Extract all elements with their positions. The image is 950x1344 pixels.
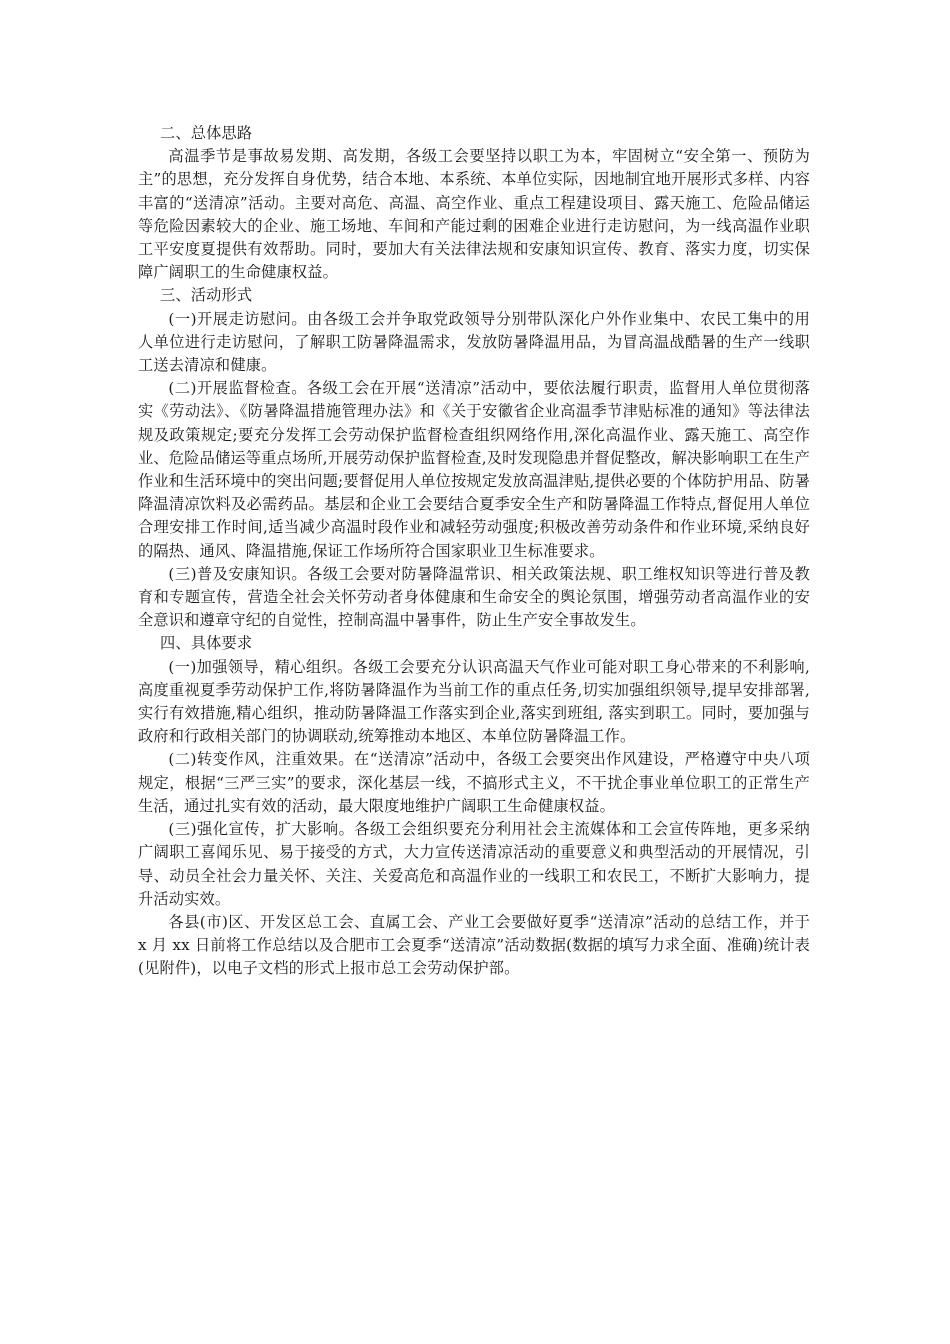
paragraph-inspection: (二)开展监督检查。各级工会在开展“送清凉”活动中，要依法履行职责，监督用人单位贯彻落实《劳动法》、《防暑降温措施管理办法》和《关于安徽省企业高温季节津贴标准的通知》等法律法规及政策规定;要充分发挥工会劳动保护监督检查组织网络作用,深化高温作业、露天施工、高空作业、危险品储运等重点场所,开展劳动保护监督检查,及时发现隐患并督促整改，解决影响职工在生产作业和生活环境中的突出问题;要督促用人单位按规定发放高温津贴,提供必要的个体防护用品、防暑降温清凉饮料及必需药品。基层和企业工会要结合夏季安全生产和防暑降温工作特点,督促用人单位合理安排工作时间,适当减少高温时段作业和减轻劳动强度;积极改善劳动条件和作业环境,采纳良好的隔热、通风、降温措施,保证工作场所符合国家职业卫生标准要求。 <box>138 379 811 560</box>
paragraph-publicity: (三)强化宣传，扩大影响。各级工会组织要充分利用社会主流媒体和工会宣传阵地，更多采纳广阔职工喜闻乐见、易于接受的方式，大力宣传送清凉活动的重要意义和典型活动的开展情况，引导、动员全社会力量关怀、关注、关爱高危和高温作业的一线职工和农民工，不断扩大影响力，提升活动实效。 <box>138 820 810 908</box>
paragraph-overall-idea: 高温季节是事故易发期、高发期，各级工会要坚持以职工为本，牢固树立“安全第一、预防为主”的思想，充分发挥自身优势，结合本地、本系统、本单位实际，因地制宜地开展形式多样、内容丰富的“送清凉”活动。主要对高危、高温、高空作业、重点工程建设项目、露天施工、危险品储运等危险因素较大的企业、施工场地、车间和产能过剩的困难企业进行走访慰问，为一线高温作业职工平安度夏提供有效帮助。同时，要加大有关法律法规和安康知识宣传、教育、落实力度，切实保障广阔职工的生命健康权益。 <box>138 147 810 282</box>
section-heading-activity-forms: 三、活动形式 <box>160 286 253 305</box>
paragraph-visits: (一)开展走访慰问。由各级工会并争取党政领导分别带队深化户外作业集中、农民工集中的用人单位进行走访慰问，了解职工防暑降温需求，发放防暑降温用品，为冒高温战酷暑的生产一线职工送去清凉和健康。 <box>138 309 810 375</box>
section-heading-overall-idea: 二、总体思路 <box>160 124 253 142</box>
document-page <box>138 122 810 981</box>
section-heading-requirements: 四、具体要求 <box>160 634 253 653</box>
paragraph-health-knowledge: (三)普及安康知识。各级工会要对防暑降温常识、相关政策法规、职工维权知识等进行普及教育和专题宣传，营造全社会关怀劳动者身体健康和生命安全的舆论氛围，增强劳动者高温作业的安全意识和遵章守纪的自觉性，控制高温中暑事件，防止生产安全事故发生。 <box>138 564 810 630</box>
paragraph-summary-report: 各县(市)区、开发区总工会、直属工会、产业工会要做好夏季“送清凉”活动的总结工作，并于 x 月 xx 日前将工作总结以及合肥市工会夏季“送清凉”活动数据(数据的填写力求全面、准确)统计表(见附件)，以电子文档的形式上报市总工会劳动保护部。 <box>138 912 810 978</box>
paragraph-leadership: (一)加强领导，精心组织。各级工会要充分认识高温天气作业可能对职工身心带来的不利影响,高度重视夏季劳动保护工作,将防暑降温作为当前工作的重点任务,切实加强组织领导,提早安排部署, 实行有效措施,精心组织，推动防暑降温工作落实到企业,落实到班组, 落实到职工。同时，要加强与政府和行政相关部门的协调联动,统筹推动本地区、本单位防暑降温工作。 <box>138 657 810 746</box>
paragraph-work-style: (二)转变作风，注重效果。在“送清凉”活动中，各级工会要突出作风建设，严格遵守中央八项规定，根据“三严三实”的要求，深化基层一线，不搞形式主义，不干扰企事业单位职工的正常生产生活，通过扎实有效的活动，最大限度地维护广阔职工生命健康权益。 <box>138 750 810 815</box>
